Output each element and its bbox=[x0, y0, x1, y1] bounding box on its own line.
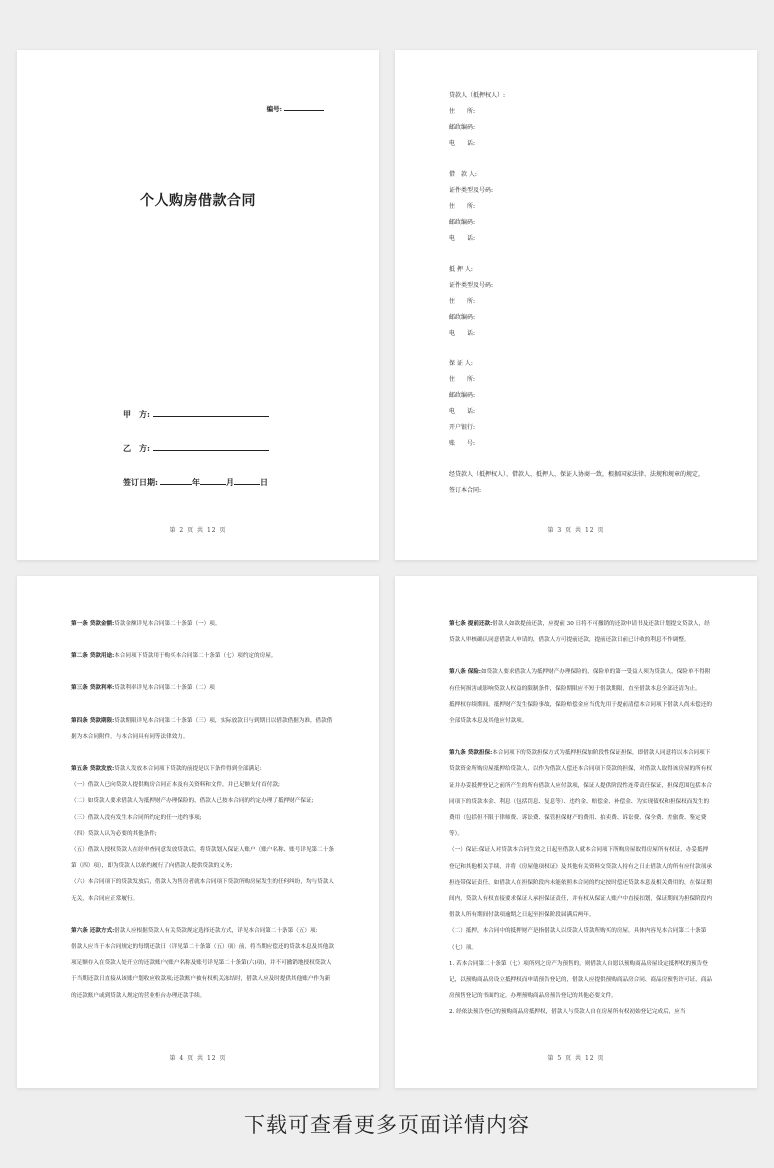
guarantor-field: 开户银行: bbox=[449, 424, 476, 431]
mortgagor-field: 住 所: bbox=[449, 298, 476, 305]
contract-cover-page bbox=[17, 50, 379, 560]
article-5-item: （二）如贷款人要求借款人为抵押财产办理保险的，借款人已按本合同的约定办理了抵押财产保证; bbox=[71, 798, 314, 805]
guarantor-field: 账 号: bbox=[449, 440, 476, 447]
party-b-label: 乙 方: bbox=[123, 443, 150, 453]
sign-date-row bbox=[123, 476, 268, 488]
article-5-item: （一）借款人已向贷款人提供购房合同正本及有关资料和文件，并已足额支付首付款; bbox=[71, 782, 280, 789]
party-b-row bbox=[123, 442, 269, 454]
page-footer: 第 3 页 共 12 页 bbox=[547, 527, 605, 534]
mortgagor-field: 电 话: bbox=[449, 330, 476, 337]
borrower-field: 证件类型及号码: bbox=[449, 187, 494, 194]
mortgagor-block bbox=[449, 262, 493, 342]
mortgagor-field: 抵 押 人: bbox=[449, 266, 473, 273]
article-4-text: 贷款期限详见本合同第二十条第（三）项，实际放款日与到期日以借款借据为准，借款借据为本合同附件，与本合同具有同等法律效力。 bbox=[71, 717, 333, 740]
articles-body bbox=[449, 616, 713, 1021]
article-5-item: （四）贷款人认为必要的其他条件; bbox=[71, 830, 157, 837]
article-9-item: （二）抵押，本合同中的抵押财产是指借款人以贷款人贷款所购买的房屋，具体内容见本合同第二十条第（七）项。 bbox=[449, 928, 707, 951]
lender-field: 邮政编码: bbox=[449, 124, 476, 131]
lender-field: 贷款人（抵押权人）: bbox=[449, 92, 506, 99]
lender-field: 电 话: bbox=[449, 140, 476, 147]
day-blank bbox=[234, 476, 260, 485]
article-5-item: （六）本合同项下的贷款发放后，借款人为售房者就本合同项下贷款所购房屋发生的任何纠纷，均与贷款人无关，本合同应正常履行。 bbox=[71, 879, 334, 902]
article-8-more: 抵押权存续期间，抵押财产发生保险事故，保险赔偿金应当优先用于提前清偿本合同项下借款人尚未偿还的全部贷款本息及其他应付款项。 bbox=[449, 701, 712, 725]
article-6-text: 借款人应根据贷款人有关贷款规定选择还款方式，详见本合同第二十条第（五）项: bbox=[114, 927, 318, 934]
guarantor-field: 保 证 人: bbox=[449, 360, 473, 367]
article-5-item: （三）借款人没有发生本合同所约定的任一违约事项; bbox=[71, 814, 202, 821]
article-5-title: 第五条 贷款发放: bbox=[71, 766, 115, 773]
article-6-more: 借款人应当于本合同规定的每期还款日（详见第二十条第（五）项）前，将当期应偿还的贷款本息及其他款项足额存入在贷款人处开立的还款账户(账户名称及账号详见第二十条第(六)项)，并不可撤销地授权贷款人于当期还款日直接从该账户划收应收款项;还款账户被有权机关冻结时，借款人应及时提供其他账户作为新的还款账户或到贷款人规定的营业柜台办理还款手续。 bbox=[71, 944, 334, 999]
party-a-label: 甲 方: bbox=[123, 409, 150, 419]
borrower-field: 电 话: bbox=[449, 235, 476, 242]
mortgagor-field: 邮政编码: bbox=[449, 314, 476, 321]
party-a-blank bbox=[153, 408, 269, 417]
day-label: 日 bbox=[259, 477, 268, 487]
borrower-field: 住 所: bbox=[449, 203, 476, 210]
contract-parties-page bbox=[395, 50, 757, 560]
article-4-title: 第四条 贷款期限: bbox=[71, 717, 115, 724]
article-9-title: 第九条 贷款担保: bbox=[449, 750, 493, 757]
contract-articles-page-4 bbox=[17, 576, 379, 1088]
article-7-text: 借款人如欲提前还款，应提前 30 日将不可撤销的还款申请书及还款计划提交贷款人，经贷款人审核确认同意借款人申请的，借款人方可提前还款，提前还款日前已计收的利息不作调整。 bbox=[449, 621, 710, 644]
article-7 bbox=[449, 616, 713, 648]
article-3-title: 第三条 贷款利率: bbox=[71, 685, 115, 692]
article-5-item: （五）借款人授权贷款人在经审查同意发放贷款后，将贷款划入保证人账户（账户名称、账号详见第二十条第（四）项），即为贷款人以依约履行了向借款人提供贷款的义务; bbox=[71, 847, 334, 870]
article-9-item: 2. 经依法预告登记的预购商品房抵押权，借款人与贷款人自在房屋所有权初始登记完成后，应当 bbox=[449, 1009, 686, 1016]
article-8-title: 第八条 保险: bbox=[449, 669, 481, 676]
contract-articles-page-5 bbox=[395, 576, 757, 1088]
article-2 bbox=[71, 648, 335, 664]
article-1 bbox=[71, 616, 335, 632]
article-1-title: 第一条 贷款金额: bbox=[71, 621, 115, 627]
lender-block bbox=[449, 88, 505, 152]
borrower-block bbox=[449, 167, 493, 247]
article-4 bbox=[71, 713, 335, 745]
article-5-text: 贷款人发放本合同项下贷款的前提是以下条件得到全部满足: bbox=[114, 766, 262, 773]
month-blank bbox=[200, 476, 226, 485]
borrower-field: 借 款 人: bbox=[449, 171, 477, 178]
article-9-item: 1. 若本合同第二十条第（七）项所列之房产为预售的，则借款人自愿以预购商品房屋设定抵押权的预告登记，以预购商品房设立抵押权而申请预告登记的，借款人应提供预购商品房合同、商品房预售许可证、商品房预售登记的书面约定，办理预购商品房预告登记的其他必要文件。 bbox=[449, 960, 712, 1000]
borrower-field: 邮政编码: bbox=[449, 219, 476, 226]
month-label: 月 bbox=[225, 477, 234, 487]
article-9-text: 本合同项下的贷款担保方式为抵押担保加阶段性保证担保，即借款人同意将以本合同项下贷款资金所购房屋抵押给贷款人，以作为借款人偿还本合同项下贷款的担保，对借款人取得该房屋的所有权证并办妥抵押登记之前所产生的所有借款人应付款项，保证人提供阶段性连带责任保证，担保范围包括本合同项下的贷款本金、利息（包括罚息、复息等）、违约金、赔偿金、补偿金、为实现债权和担保权而发生的费用（包括但不限于律师费、诉讼费、保管担保财产的费用、拍卖费、诉讼费、保全费、差旅费、鉴定费等）。 bbox=[449, 750, 712, 838]
document-number bbox=[267, 104, 324, 113]
article-3-text: 贷款利率详见本合同第二十条第（二）项 bbox=[114, 685, 215, 692]
article-8 bbox=[449, 664, 713, 696]
article-6-title: 第六条 还款方式: bbox=[71, 927, 115, 934]
download-caption: 下载可查看更多页面详情内容 bbox=[244, 1113, 530, 1137]
article-9-item: （一）保证:保证人对贷款本合同生效之日起至借款人就本合同项下所购房屋取得房屋所有权证，办妥抵押登记和其他相关手续，并将《房屋他项权证》及其他有关资料交贷款人持有之日止借款人的所有应付款项承担连带保证责任，如借款人在担保阶段内未能依照本合同的约定按时偿还贷款本息及相关费用的，在保证期间内，贷款人有权直接要求保证人承担保证责任，并有权从保证人账户中直接扣划，保证期间为担保阶段内借款人所有期间付款项逾期之日起至担保阶段届满后两年。 bbox=[449, 847, 712, 919]
articles-body bbox=[71, 616, 335, 1004]
party-a-row bbox=[123, 408, 269, 420]
year-label: 年 bbox=[191, 477, 200, 487]
page-footer: 第 2 页 共 12 页 bbox=[169, 527, 227, 534]
preamble-text: 经贷款人（抵押权人）、借款人、抵押人、保证人协商一致，根据国家法律、法规和规章的规定，签订本合同: bbox=[449, 471, 705, 494]
article-2-text: 本合同项下贷款用于购买本合同第二十条第（七）项约定的房屋。 bbox=[114, 653, 277, 660]
article-1-text: 贷款金额详见本合同第二十条第（一）项。 bbox=[114, 621, 221, 627]
page-footer: 第 5 页 共 12 页 bbox=[547, 1055, 605, 1062]
article-5 bbox=[71, 761, 335, 777]
guarantor-block bbox=[449, 356, 475, 452]
article-8-text: 如贷款人要求借款人为抵押财产办理保险的，保险单的第一受益人须为贷款人，保险单不得附有任何损害或影响贷款人权益的限制条件，保险期限应不短于借款期限，直至借款本息全部还清为止。 bbox=[449, 669, 711, 692]
article-9 bbox=[449, 745, 713, 842]
article-6 bbox=[71, 923, 335, 939]
lender-field: 住 所: bbox=[449, 108, 476, 115]
year-blank bbox=[160, 476, 192, 485]
guarantor-field: 住 所: bbox=[449, 376, 476, 383]
mortgagor-field: 证件类型及号码: bbox=[449, 282, 494, 289]
guarantor-field: 邮政编码: bbox=[449, 392, 476, 399]
article-7-title: 第七条 提前还款: bbox=[449, 621, 493, 627]
document-number-blank bbox=[284, 104, 324, 111]
sign-date-label: 签订日期: bbox=[123, 477, 158, 487]
article-3 bbox=[71, 680, 335, 696]
page-footer: 第 4 页 共 12 页 bbox=[169, 1055, 227, 1062]
party-b-blank bbox=[153, 442, 269, 451]
article-2-title: 第二条 贷款用途: bbox=[71, 653, 115, 660]
guarantor-field: 电 话: bbox=[449, 408, 476, 415]
contract-title: 个人购房借款合同 bbox=[140, 193, 256, 209]
document-number-label: 编号: bbox=[266, 105, 282, 113]
